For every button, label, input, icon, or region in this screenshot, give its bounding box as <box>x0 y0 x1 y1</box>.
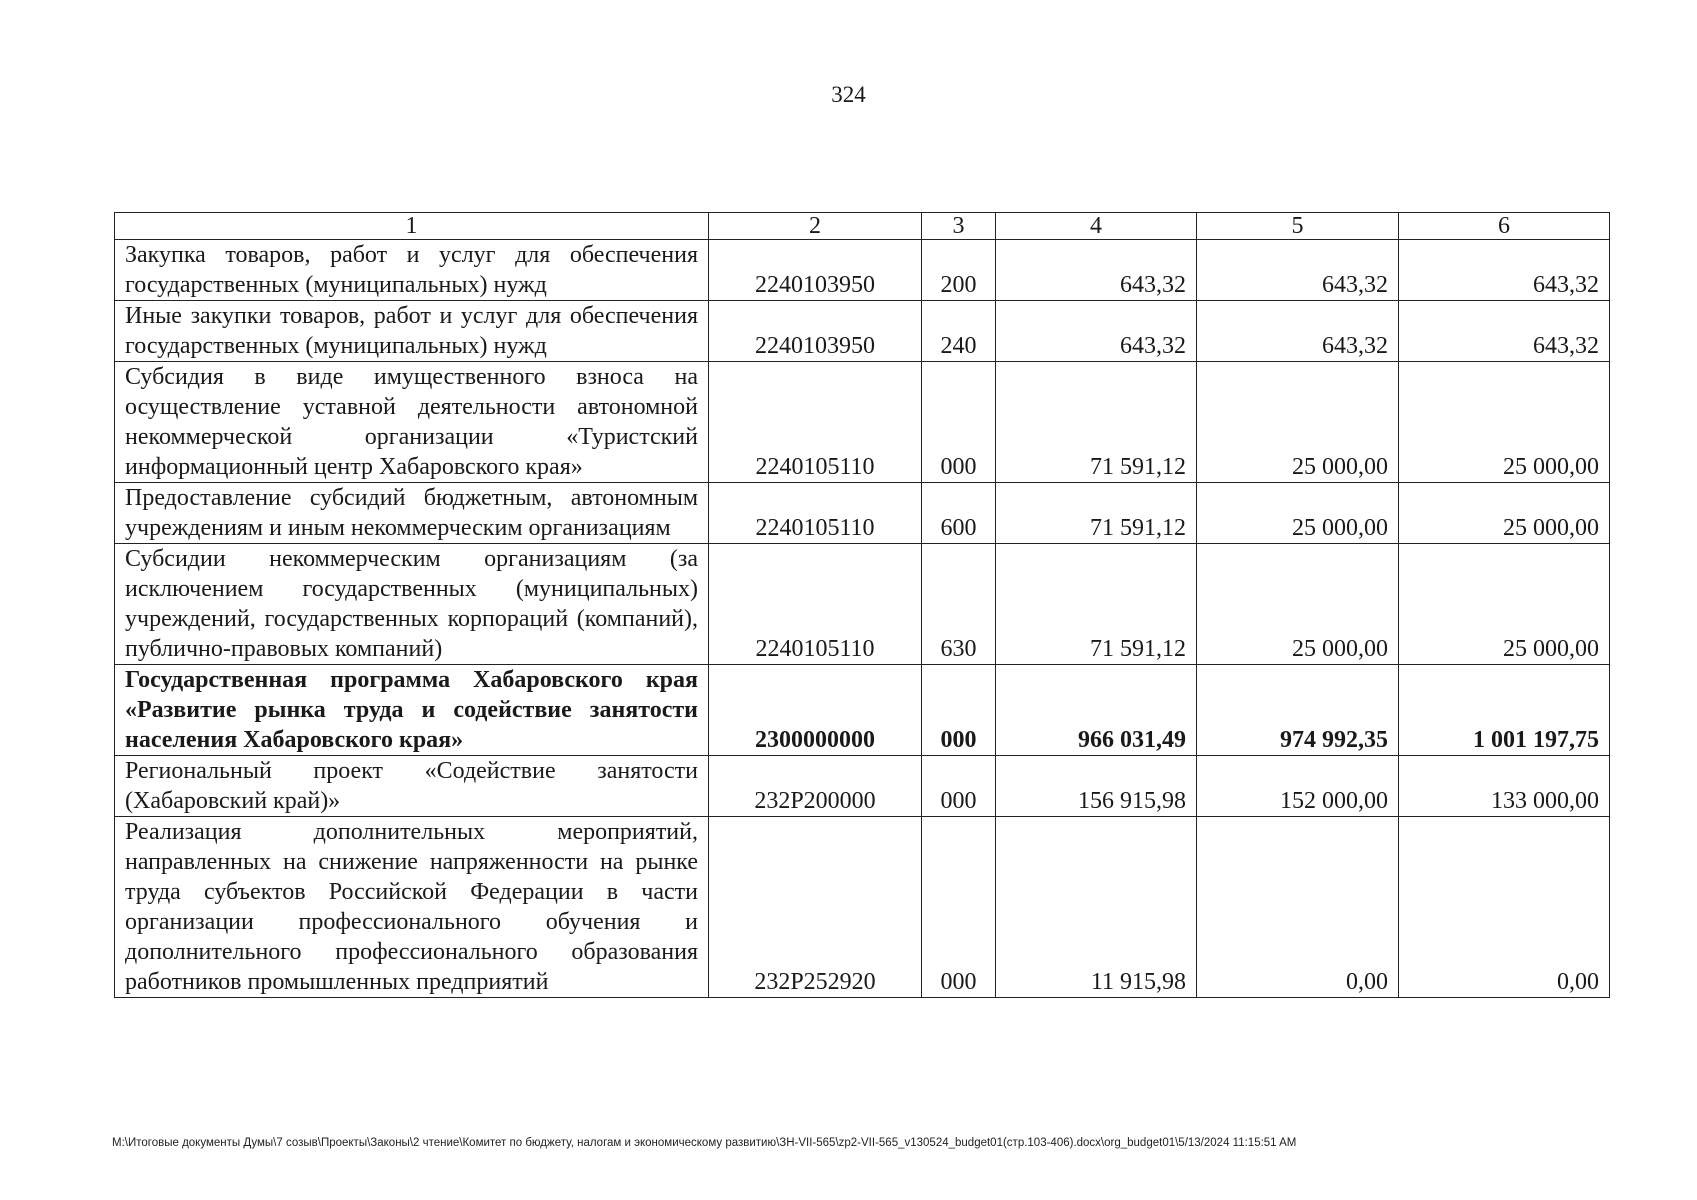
target-article-code: 2240105110 <box>709 483 922 544</box>
expense-type-code: 240 <box>922 301 996 362</box>
amount-year-3: 1 001 197,75 <box>1399 665 1610 756</box>
amount-year-1: 643,32 <box>996 240 1197 301</box>
amount-year-2: 643,32 <box>1197 301 1399 362</box>
column-number-2: 2 <box>709 213 922 240</box>
file-path-footer: M:\Итоговые документы Думы\7 созыв\Проекты\Законы\2 чтение\Комитет по бюджету, налогам и экономическому развитию\ЗН-VII-565\zp2-VII-565_v130524_budget01(стр.103-406).docx\org_budget01\5/13/2024 11:15:51 AM <box>112 1137 1297 1149</box>
target-article-code: 2240103950 <box>709 301 922 362</box>
amount-year-2: 152 000,00 <box>1197 756 1399 817</box>
amount-year-3: 133 000,00 <box>1399 756 1610 817</box>
row-description: Реализация дополнительных мероприятий, направленных на снижение напряженности на рынке труда субъектов Российской Федерации в части организации профессионального обучения и дополнительного профессионального образования работников промышленных предприятий <box>115 817 709 998</box>
table-row <box>115 362 1610 483</box>
expense-type-code: 630 <box>922 544 996 665</box>
budget-table <box>114 212 1610 998</box>
row-description: Государственная программа Хабаровского края «Развитие рынка труда и содействие занятости населения Хабаровского края» <box>115 665 709 756</box>
target-article-code: 232Р252920 <box>709 817 922 998</box>
expense-type-code: 600 <box>922 483 996 544</box>
expense-type-code: 000 <box>922 665 996 756</box>
column-number-1: 1 <box>115 213 709 240</box>
target-article-code: 2240105110 <box>709 362 922 483</box>
expense-type-code: 000 <box>922 817 996 998</box>
amount-year-3: 643,32 <box>1399 240 1610 301</box>
target-article-code: 232Р200000 <box>709 756 922 817</box>
column-number-5: 5 <box>1197 213 1399 240</box>
amount-year-3: 0,00 <box>1399 817 1610 998</box>
amount-year-3: 25 000,00 <box>1399 544 1610 665</box>
table-row <box>115 544 1610 665</box>
expense-type-code: 000 <box>922 362 996 483</box>
amount-year-2: 0,00 <box>1197 817 1399 998</box>
row-description: Субсидия в виде имущественного взноса на осуществление уставной деятельности автономной некоммерческой организации «Туристский информационный центр Хабаровского края» <box>115 362 709 483</box>
amount-year-1: 11 915,98 <box>996 817 1197 998</box>
table-row <box>115 240 1610 301</box>
row-description: Региональный проект «Содействие занятости (Хабаровский край)» <box>115 756 709 817</box>
table-header-row <box>115 213 1610 240</box>
table-row <box>115 756 1610 817</box>
amount-year-1: 643,32 <box>996 301 1197 362</box>
row-description: Предоставление субсидий бюджетным, автономным учреждениям и иным некоммерческим организациям <box>115 483 709 544</box>
amount-year-1: 966 031,49 <box>996 665 1197 756</box>
amount-year-1: 71 591,12 <box>996 544 1197 665</box>
target-article-code: 2240105110 <box>709 544 922 665</box>
amount-year-3: 25 000,00 <box>1399 362 1610 483</box>
amount-year-2: 974 992,35 <box>1197 665 1399 756</box>
target-article-code: 2300000000 <box>709 665 922 756</box>
page-number: 324 <box>831 82 866 107</box>
table-row <box>115 483 1610 544</box>
table-row <box>115 665 1610 756</box>
expense-type-code: 000 <box>922 756 996 817</box>
table-row <box>115 817 1610 998</box>
column-number-4: 4 <box>996 213 1197 240</box>
row-description: Закупка товаров, работ и услуг для обеспечения государственных (муниципальных) нужд <box>115 240 709 301</box>
amount-year-3: 25 000,00 <box>1399 483 1610 544</box>
amount-year-3: 643,32 <box>1399 301 1610 362</box>
expense-type-code: 200 <box>922 240 996 301</box>
table-row <box>115 301 1610 362</box>
column-number-6: 6 <box>1399 213 1610 240</box>
row-description: Субсидии некоммерческим организациям (за исключением государственных (муниципальных) учреждений, государственных корпораций (компаний), публично-правовых компаний) <box>115 544 709 665</box>
amount-year-2: 25 000,00 <box>1197 483 1399 544</box>
amount-year-2: 643,32 <box>1197 240 1399 301</box>
column-number-3: 3 <box>922 213 996 240</box>
amount-year-1: 156 915,98 <box>996 756 1197 817</box>
amount-year-2: 25 000,00 <box>1197 544 1399 665</box>
amount-year-1: 71 591,12 <box>996 483 1197 544</box>
amount-year-1: 71 591,12 <box>996 362 1197 483</box>
amount-year-2: 25 000,00 <box>1197 362 1399 483</box>
row-description: Иные закупки товаров, работ и услуг для обеспечения государственных (муниципальных) нужд <box>115 301 709 362</box>
target-article-code: 2240103950 <box>709 240 922 301</box>
